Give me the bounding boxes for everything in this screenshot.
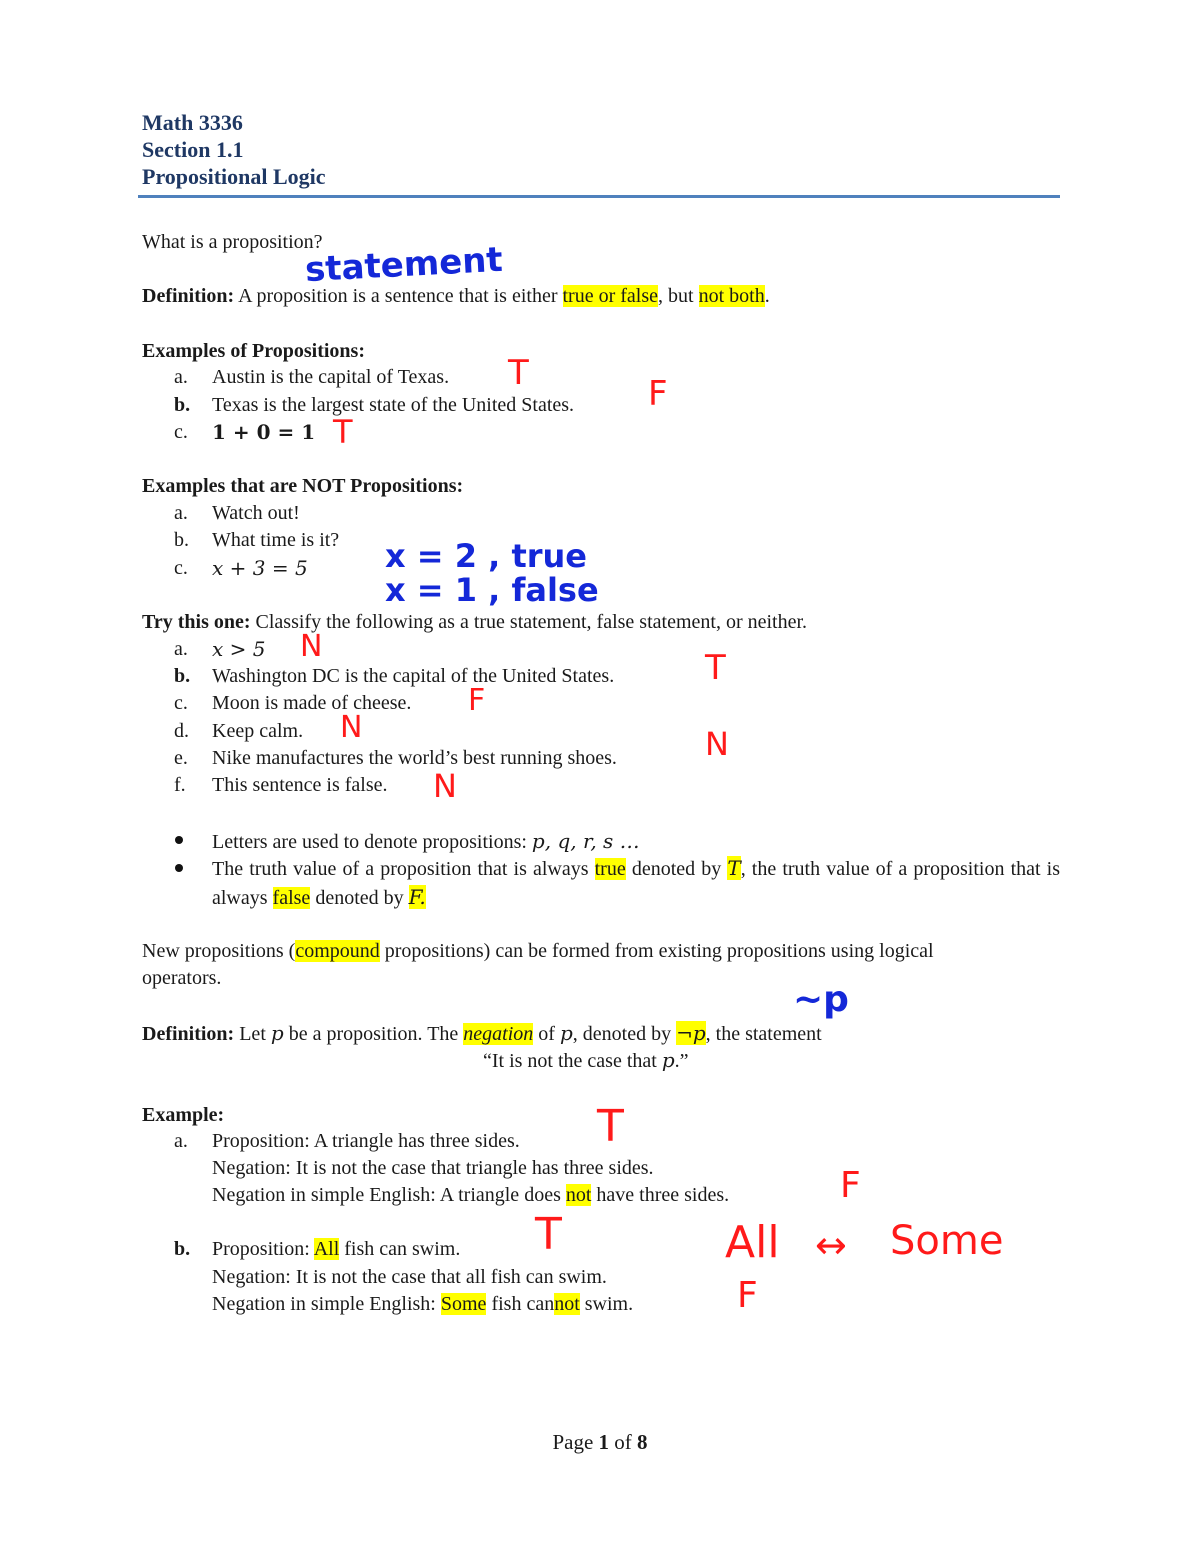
math-p: p [661, 1048, 675, 1072]
example-text: Proposition: [212, 1238, 314, 1260]
highlight-false: false [272, 887, 311, 909]
footer-text: of [609, 1430, 638, 1454]
example-b-proposition [212, 1237, 460, 1261]
double-arrow-icon: ↔ [815, 1223, 847, 1267]
annotation-neither-mark: N [705, 725, 729, 763]
highlight-compound: compound [295, 940, 380, 962]
highlight-not: not [554, 1293, 580, 1315]
example-text: have three sides. [591, 1184, 730, 1206]
list-label: b. [174, 529, 189, 551]
math-letters: p, q, r, s … [531, 829, 640, 853]
highlight-F: F. [408, 885, 426, 909]
definition-text: , the statement [705, 1023, 822, 1045]
nonexamples-title: Examples that are NOT Propositions: [142, 475, 464, 497]
list-item: Watch out! [212, 502, 300, 524]
annotation-some: Some [890, 1218, 1004, 1264]
annotation-false-mark: F [840, 1165, 861, 1206]
paragraph-text: propositions) can be formed from existing propositions using logical [379, 940, 934, 962]
highlight-true: true [594, 858, 626, 880]
list-label: b. [174, 1238, 191, 1260]
footer-text: Page [552, 1430, 599, 1454]
list-label: f. [174, 774, 186, 796]
highlight-not-p: ¬p [676, 1021, 706, 1045]
annotation-true-mark: T [535, 1209, 562, 1260]
example-a-proposition: Proposition: A triangle has three sides. [212, 1130, 520, 1152]
example-text: swim. [579, 1293, 634, 1315]
definition-proposition [142, 284, 770, 308]
question: What is a proposition? [142, 231, 323, 253]
annotation-x-equals-1: x = 1 , false [385, 571, 599, 609]
annotation-neither-mark: N [340, 710, 363, 745]
definition-text: A proposition is a sentence that is either [234, 285, 563, 307]
list-label: d. [174, 720, 189, 742]
definition-label: Definition: [142, 1023, 235, 1045]
list-item: 1 + 0 = 1 [212, 420, 316, 444]
annotation-neither-mark: N [433, 767, 457, 805]
example-a-simple [212, 1183, 729, 1207]
highlight-T: T [727, 856, 741, 880]
try-label: Try this one: [142, 611, 251, 633]
bullet-letters [212, 829, 640, 854]
definition-text: of [533, 1023, 560, 1045]
definition-label: Definition: [142, 285, 235, 307]
list-label: a. [174, 366, 188, 388]
list-item: x + 3 = 5 [212, 556, 308, 580]
list-item: Moon is made of cheese. [212, 692, 412, 714]
bullet-truth-values [212, 854, 1060, 912]
annotation-statement: statement [304, 239, 504, 291]
definition-text: , but [658, 285, 699, 307]
quote-text: “It is not the case that [483, 1050, 662, 1072]
list-item: Texas is the largest state of the United States. [212, 394, 575, 416]
example-text: fish can [486, 1293, 555, 1315]
section-title: Section 1.1 [142, 137, 244, 162]
definition-text: . [764, 285, 770, 307]
math-p: p [559, 1021, 573, 1045]
header-rule [138, 195, 1060, 198]
annotation-true-mark: T [705, 648, 726, 688]
highlight-negation: negation [463, 1023, 534, 1045]
list-item: What time is it? [212, 529, 340, 551]
list-item: Austin is the capital of Texas. [212, 366, 450, 388]
example-b-negation: Negation: It is not the case that all fish can swim. [212, 1266, 607, 1288]
list-label: a. [174, 502, 188, 524]
compound-paragraph-line2: operators. [142, 967, 222, 989]
annotation-false-mark: F [468, 683, 486, 718]
annotation-tilde-p: ~p [793, 979, 849, 1020]
quote-text: .” [674, 1050, 689, 1072]
annotation-neither-mark: N [300, 629, 323, 664]
example-text: Negation in simple English: [212, 1293, 441, 1315]
definition-text: be a proposition. The [283, 1023, 464, 1045]
page-number: 1 [598, 1430, 610, 1454]
example-title: Example: [142, 1104, 225, 1126]
list-item: This sentence is false. [212, 774, 388, 796]
definition-negation [142, 1021, 822, 1046]
negation-quote [483, 1048, 689, 1073]
example-text: fish can swim. [339, 1238, 461, 1260]
list-label: a. [174, 638, 188, 660]
list-label: e. [174, 747, 188, 769]
bullet-text: denoted by [625, 858, 728, 880]
annotation-all: All [725, 1217, 780, 1268]
math-p: p [270, 1021, 284, 1045]
page-total: 8 [637, 1430, 648, 1454]
list-item: x > 5 [212, 637, 266, 661]
list-item: Nike manufactures the world’s best running shoes. [212, 747, 617, 769]
compound-paragraph [142, 939, 934, 963]
list-label: b. [174, 665, 191, 687]
annotation-x-equals-2: x = 2 , true [385, 537, 587, 575]
highlight-some: Some [440, 1293, 487, 1315]
list-label: c. [174, 421, 188, 443]
bullet-dot [175, 864, 183, 872]
highlight-true-or-false: true or false [562, 285, 659, 307]
bullet-text: , the truth value of a proposition that is always [212, 858, 1061, 909]
highlight-not-both: not both [698, 285, 765, 307]
annotation-true-mark: T [333, 413, 353, 451]
example-b-simple [212, 1292, 633, 1316]
highlight-not: not [565, 1184, 592, 1206]
course-title: Math 3336 [142, 110, 243, 135]
paragraph-text: New propositions ( [142, 940, 296, 962]
bullet-text: The truth value of a proposition that is always [212, 858, 595, 880]
bullet-dot [175, 836, 183, 844]
highlight-all: All [313, 1238, 340, 1260]
definition-text: , denoted by [572, 1023, 677, 1045]
list-label: c. [174, 692, 188, 714]
annotation-true-mark: T [508, 353, 529, 393]
example-text: Negation in simple English: A triangle does [212, 1184, 566, 1206]
list-label: b. [174, 394, 191, 416]
annotation-false-mark: F [737, 1275, 758, 1316]
list-label: c. [174, 557, 188, 579]
list-item: Keep calm. [212, 720, 304, 742]
topic-title: Propositional Logic [142, 164, 326, 189]
bullet-text: denoted by [310, 887, 409, 909]
list-item: Washington DC is the capital of the United States. [212, 665, 615, 687]
try-text: Classify the following as a true statement, false statement, or neither. [250, 611, 808, 633]
bullet-text: Letters are used to denote propositions: [212, 831, 532, 853]
annotation-true-mark: T [597, 1101, 624, 1152]
example-a-negation: Negation: It is not the case that triangle has three sides. [212, 1157, 654, 1179]
try-this-one [142, 610, 807, 634]
page-footer [0, 1430, 1200, 1455]
annotation-false-mark: F [648, 374, 668, 414]
examples-title: Examples of Propositions: [142, 340, 365, 362]
definition-text: Let [234, 1023, 271, 1045]
list-label: a. [174, 1130, 188, 1152]
